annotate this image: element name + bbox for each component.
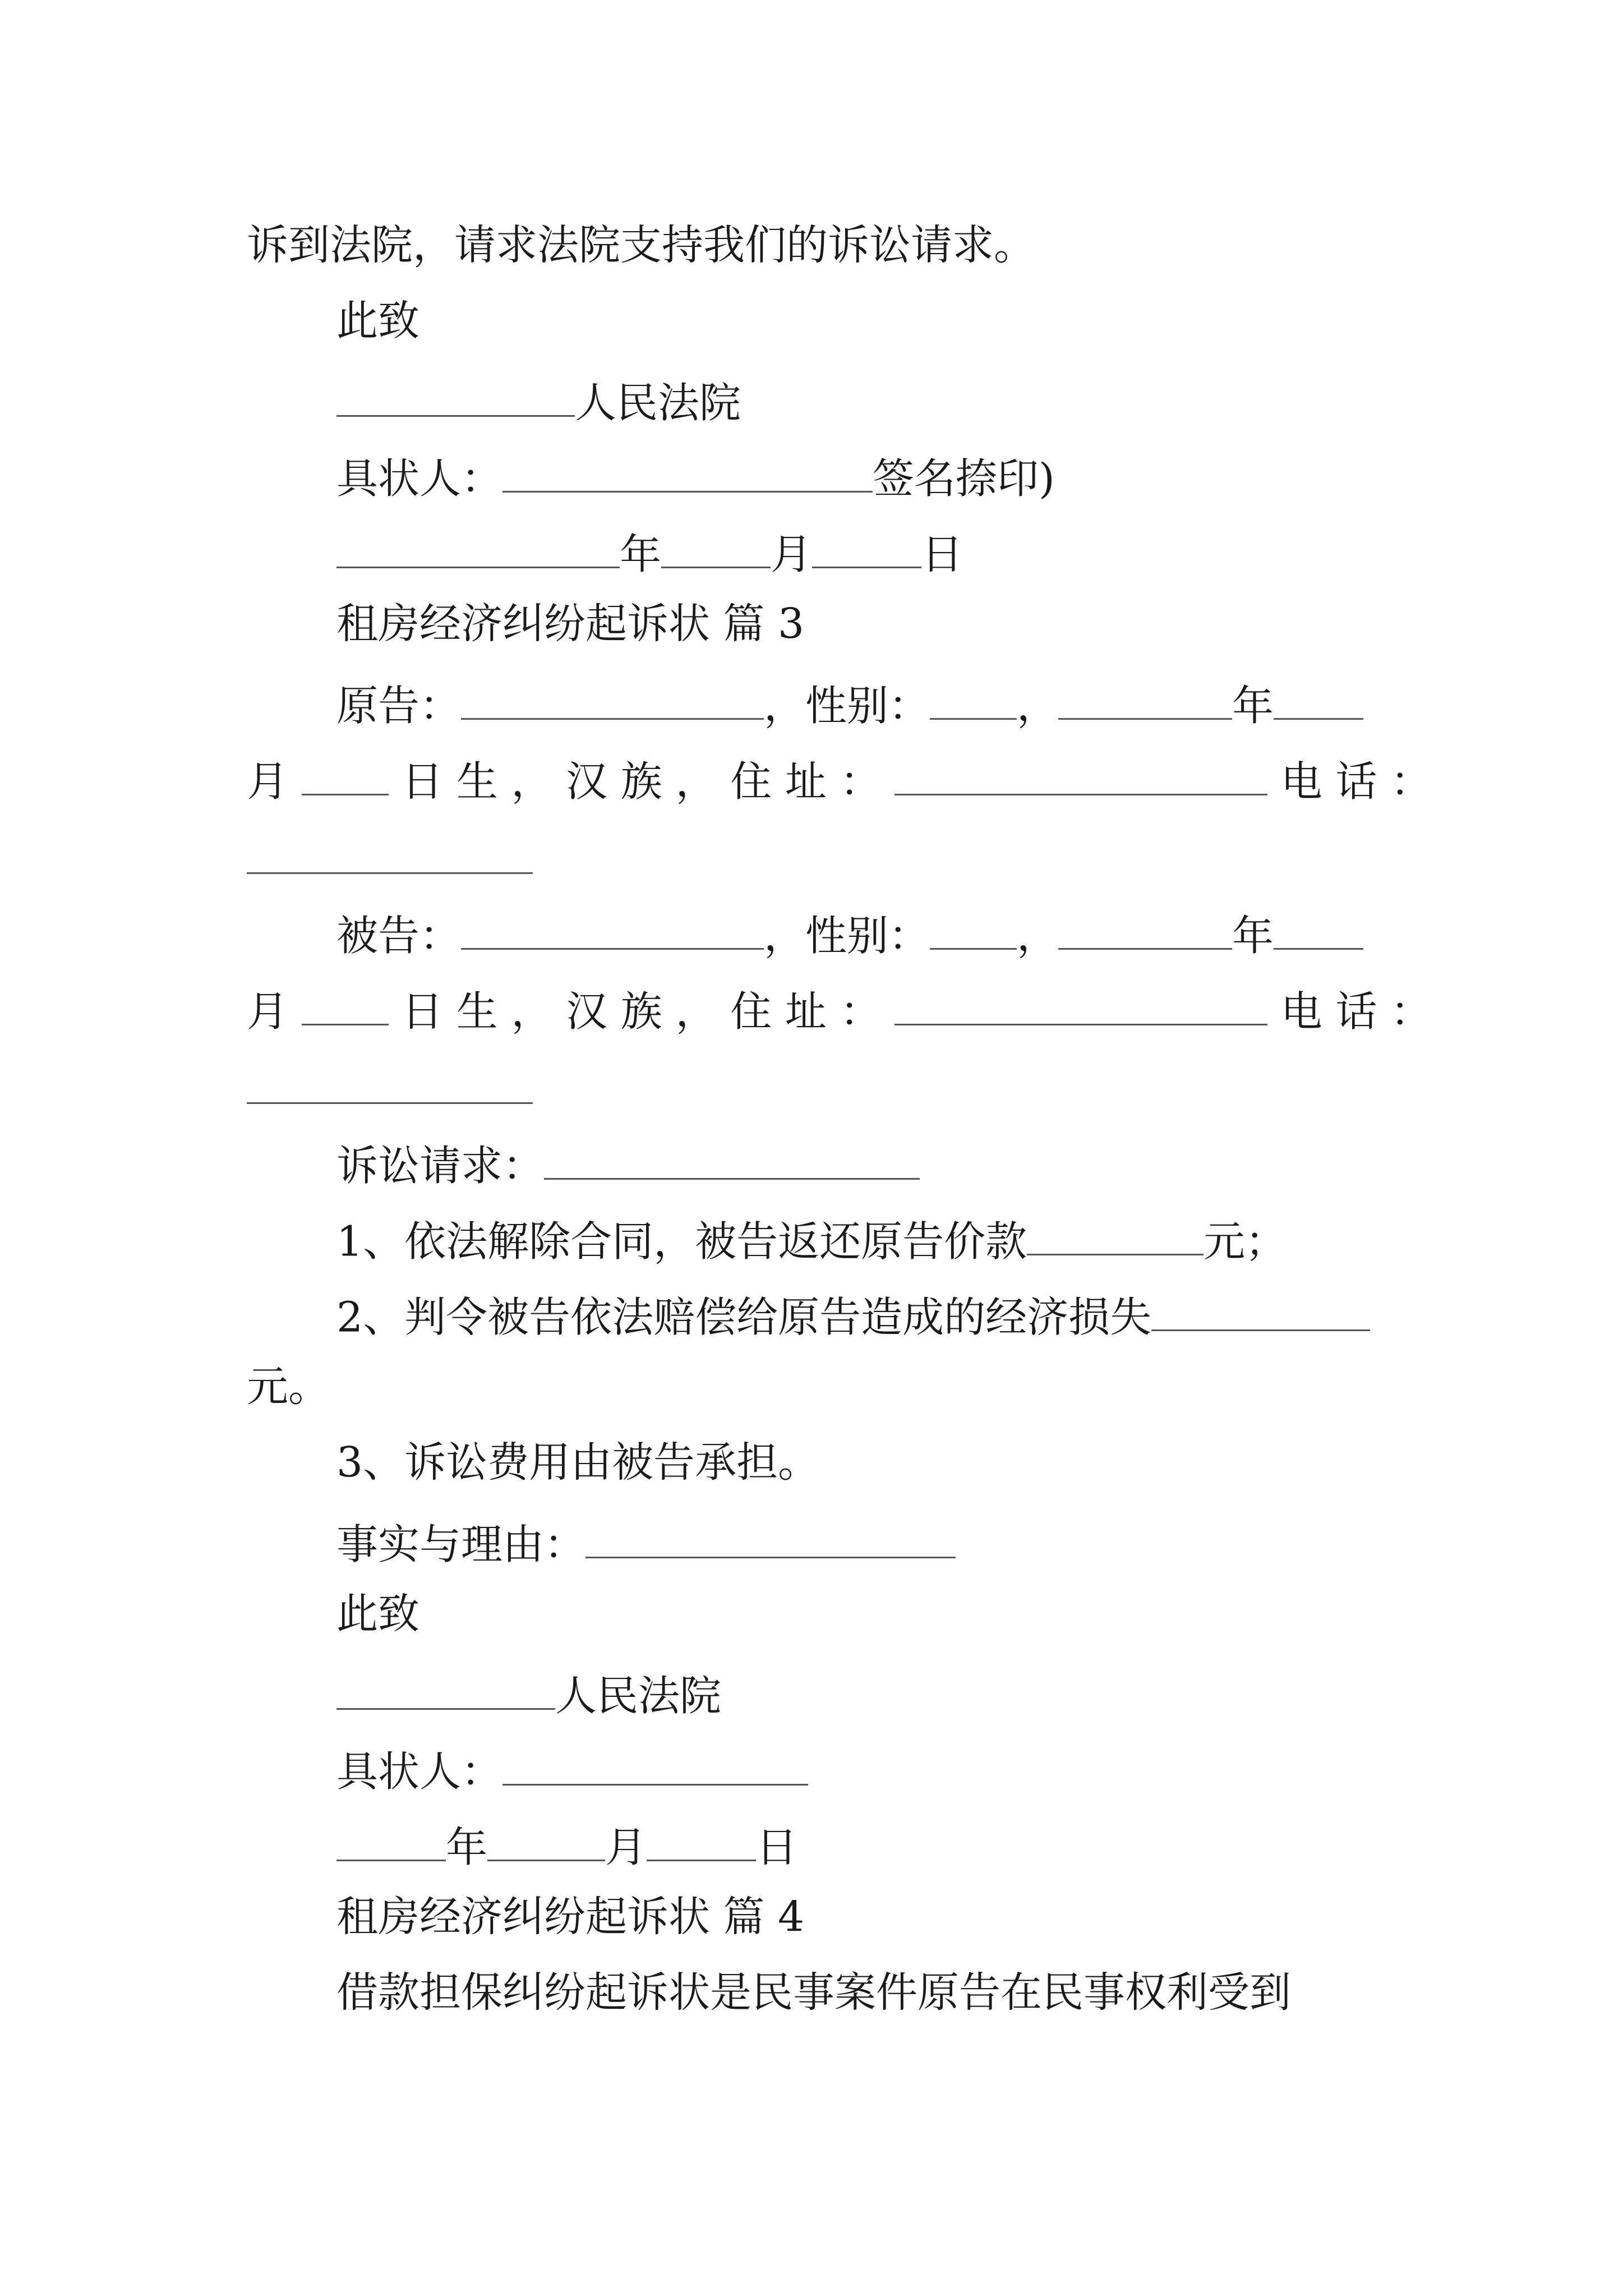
signature-line: 具状人： 签名捺印) [336, 452, 1055, 499]
blank-field[interactable] [1274, 679, 1363, 720]
section-heading: 租房经济纠纷起诉状 篇 4 [336, 1893, 805, 1941]
plaintiff-line-2: 月 日生，汉族，住址： 电话： [247, 754, 1445, 802]
text-line: 诉到法院，请求法院支持我们的诉讼请求。 [247, 221, 1035, 269]
blank-field[interactable] [502, 452, 873, 493]
blank-field[interactable] [1058, 909, 1232, 950]
blank-field[interactable] [336, 1820, 446, 1861]
blank-field[interactable] [302, 984, 389, 1025]
claim-3: 3、诉讼费用由被告承担。 [336, 1438, 820, 1487]
defendant-line-2: 月 日生，汉族，住址： 电话： [247, 984, 1445, 1032]
text-line: 借款担保纠纷起诉状是民事案件原告在民事权利受到 [336, 1968, 1291, 2017]
blank-field[interactable] [302, 754, 389, 795]
defendant-line: 被告： ，性别： ， 年 [336, 909, 1363, 956]
blank-field[interactable] [930, 679, 1017, 720]
blank-field[interactable] [544, 1139, 920, 1180]
blank-field[interactable] [247, 1102, 533, 1104]
blank-field[interactable] [502, 1745, 808, 1786]
date-line: 年 月 日 [336, 1820, 797, 1868]
court-line: 人民法院 [336, 1669, 721, 1717]
blank-field[interactable] [461, 679, 764, 720]
blank-field[interactable] [930, 909, 1017, 950]
court-line: 人民法院 [336, 376, 741, 424]
text-line: 此致 [336, 297, 419, 345]
blank-field[interactable] [647, 1820, 756, 1861]
blank-field[interactable] [1058, 679, 1232, 720]
date-line: 年 月 日 [336, 527, 963, 575]
blank-field[interactable] [247, 872, 533, 874]
section-heading: 租房经济纠纷起诉状 篇 3 [336, 600, 805, 648]
blank-field[interactable] [585, 1517, 956, 1558]
blank-field[interactable] [336, 376, 575, 417]
blank-field[interactable] [336, 1669, 555, 1710]
claim-1: 1、依法解除合同，被告返还原告价款 元； [336, 1214, 1287, 1262]
claim-2: 2、判令被告依法赔偿给原告造成的经济损失 [336, 1290, 1370, 1338]
blank-field[interactable] [895, 984, 1267, 1025]
blank-field[interactable] [1151, 1290, 1370, 1331]
facts-line: 事实与理由： [336, 1517, 956, 1565]
claims-line: 诉讼请求： [336, 1139, 920, 1186]
blank-field[interactable] [336, 527, 620, 568]
blank-field[interactable] [487, 1820, 605, 1861]
blank-field[interactable] [661, 527, 771, 568]
blank-field[interactable] [461, 909, 764, 950]
blank-field[interactable] [1274, 909, 1363, 950]
blank-field[interactable] [1027, 1214, 1204, 1255]
blank-field[interactable] [812, 527, 921, 568]
text-line: 此致 [336, 1590, 419, 1638]
plaintiff-line: 原告： ，性别： ， 年 [336, 679, 1363, 726]
blank-field[interactable] [895, 754, 1267, 795]
signature-line: 具状人： [336, 1745, 808, 1792]
text-line: 元。 [247, 1363, 330, 1411]
